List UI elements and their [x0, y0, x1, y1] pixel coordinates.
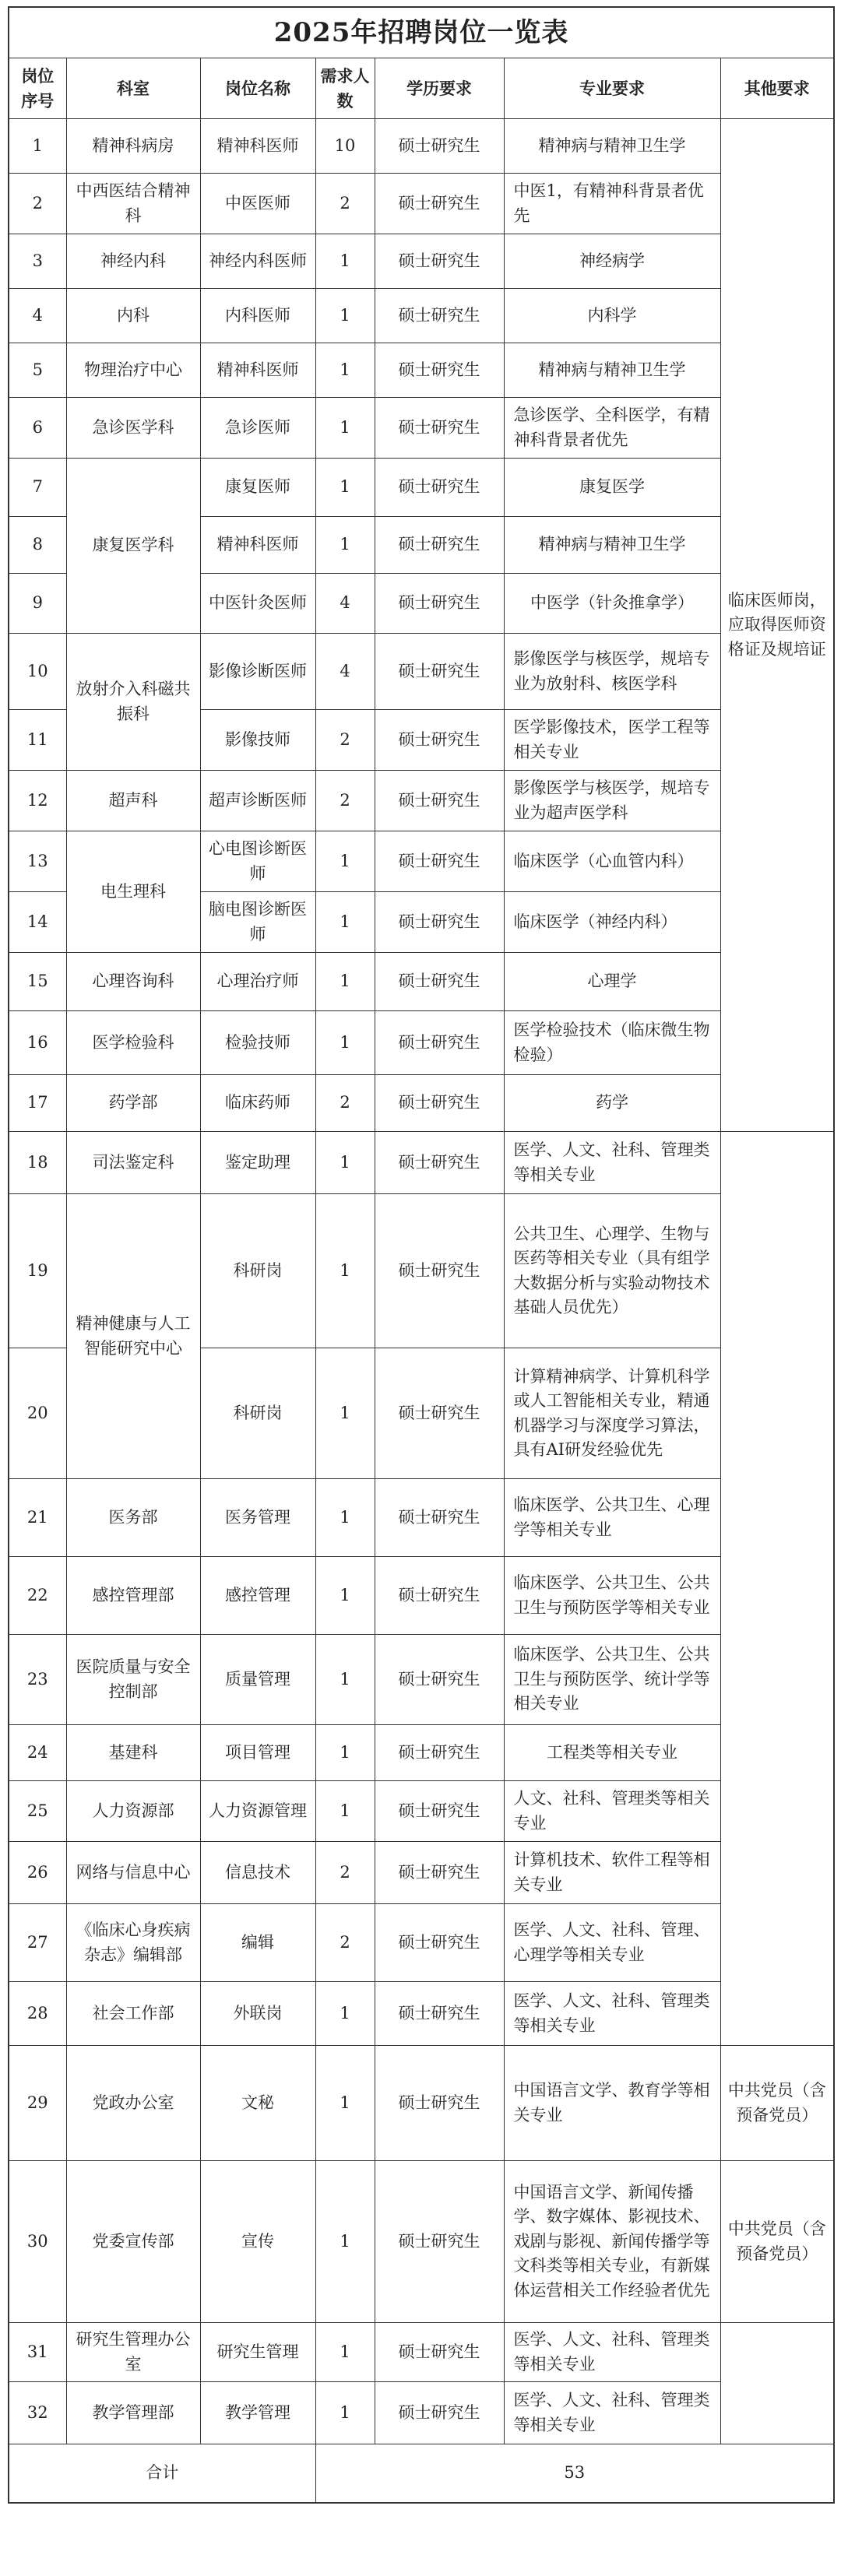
cell-major: 医学检验技术（临床微生物检验） — [504, 1011, 720, 1075]
cell-dept: 感控管理部 — [66, 1557, 200, 1635]
cell-count: 2 — [315, 1075, 375, 1132]
cell-education: 硕士研究生 — [375, 398, 504, 459]
cell-education: 硕士研究生 — [375, 1982, 504, 2046]
cell-education: 硕士研究生 — [375, 1075, 504, 1132]
cell-no: 15 — [9, 953, 66, 1011]
cell-dept: 放射介入科磁共振科 — [66, 634, 200, 771]
cell-dept: 基建科 — [66, 1725, 200, 1781]
cell-major: 医学、人文、社科、管理类等相关专业 — [504, 1132, 720, 1194]
header-department: 科室 — [66, 58, 200, 119]
header-position-no: 岗位序号 — [9, 58, 66, 119]
cell-education: 硕士研究生 — [375, 1635, 504, 1725]
table-row — [9, 831, 834, 892]
header-major: 专业要求 — [504, 58, 720, 119]
cell-education: 硕士研究生 — [375, 174, 504, 234]
cell-position: 影像技师 — [200, 710, 315, 771]
cell-position: 心理治疗师 — [200, 953, 315, 1011]
cell-no: 24 — [9, 1725, 66, 1781]
table-row — [9, 1075, 834, 1132]
cell-count: 1 — [315, 892, 375, 953]
cell-no: 12 — [9, 771, 66, 831]
table-row — [9, 1842, 834, 1904]
cell-education: 硕士研究生 — [375, 2161, 504, 2323]
cell-position: 检验技师 — [200, 1011, 315, 1075]
cell-count: 1 — [315, 343, 375, 398]
cell-dept: 党政办公室 — [66, 2046, 200, 2161]
cell-count: 4 — [315, 634, 375, 710]
cell-education: 硕士研究生 — [375, 892, 504, 953]
table-row — [9, 1781, 834, 1842]
cell-no: 18 — [9, 1132, 66, 1194]
cell-major: 康复医学 — [504, 459, 720, 517]
cell-major: 临床医学、公共卫生、公共卫生与预防医学等相关专业 — [504, 1557, 720, 1635]
cell-no: 25 — [9, 1781, 66, 1842]
table-row — [9, 343, 834, 398]
cell-education: 硕士研究生 — [375, 1194, 504, 1348]
cell-position: 中医针灸医师 — [200, 574, 315, 634]
cell-dept: 医学检验科 — [66, 1011, 200, 1075]
cell-education: 硕士研究生 — [375, 1557, 504, 1635]
cell-dept: 内科 — [66, 289, 200, 343]
cell-education: 硕士研究生 — [375, 2046, 504, 2161]
table-row — [9, 1194, 834, 1348]
cell-count: 1 — [315, 1132, 375, 1194]
cell-position: 感控管理 — [200, 1557, 315, 1635]
table-row — [9, 2323, 834, 2382]
table-row — [9, 398, 834, 459]
cell-other-party: 中共党员（含预备党员） — [720, 2046, 834, 2161]
cell-position: 临床药师 — [200, 1075, 315, 1132]
cell-position: 外联岗 — [200, 1982, 315, 2046]
cell-dept: 党委宣传部 — [66, 2161, 200, 2323]
cell-no: 5 — [9, 343, 66, 398]
cell-no: 23 — [9, 1635, 66, 1725]
table-title: 2025年招聘岗位一览表 — [9, 7, 834, 58]
cell-education: 硕士研究生 — [375, 1781, 504, 1842]
cell-count: 1 — [315, 831, 375, 892]
cell-count: 10 — [315, 119, 375, 174]
cell-major: 精神病与精神卫生学 — [504, 119, 720, 174]
cell-major: 影像医学与核医学，规培专业为放射科、核医学科 — [504, 634, 720, 710]
cell-no: 3 — [9, 234, 66, 289]
cell-no: 10 — [9, 634, 66, 710]
cell-no: 8 — [9, 517, 66, 574]
cell-education: 硕士研究生 — [375, 771, 504, 831]
cell-major: 公共卫生、心理学、生物与医药等相关专业（具有组学大数据分析与实验动物技术基础人员优先） — [504, 1194, 720, 1348]
cell-education: 硕士研究生 — [375, 289, 504, 343]
cell-position: 研究生管理 — [200, 2323, 315, 2382]
cell-count: 1 — [315, 234, 375, 289]
table-row — [9, 1635, 834, 1725]
table-row — [9, 119, 834, 174]
cell-dept: 社会工作部 — [66, 1982, 200, 2046]
cell-dept: 中西医结合精神科 — [66, 174, 200, 234]
cell-no: 32 — [9, 2382, 66, 2444]
cell-no: 29 — [9, 2046, 66, 2161]
cell-position: 精神科医师 — [200, 119, 315, 174]
cell-position: 质量管理 — [200, 1635, 315, 1725]
cell-dept: 神经内科 — [66, 234, 200, 289]
cell-no: 1 — [9, 119, 66, 174]
cell-dept: 教学管理部 — [66, 2382, 200, 2444]
cell-position: 科研岗 — [200, 1348, 315, 1479]
cell-education: 硕士研究生 — [375, 234, 504, 289]
cell-count: 1 — [315, 517, 375, 574]
cell-count: 1 — [315, 2382, 375, 2444]
table-row — [9, 1132, 834, 1194]
cell-no: 7 — [9, 459, 66, 517]
cell-major: 中国语言文学、新闻传播学、数字媒体、影视技术、戏剧与影视、新闻传播学等文科类等相关专业，有新媒体运营相关工作经验者优先 — [504, 2161, 720, 2323]
cell-position: 项目管理 — [200, 1725, 315, 1781]
cell-position: 急诊医师 — [200, 398, 315, 459]
cell-education: 硕士研究生 — [375, 1348, 504, 1479]
table-row — [9, 2382, 834, 2444]
cell-position: 精神科医师 — [200, 517, 315, 574]
cell-position: 编辑 — [200, 1904, 315, 1982]
cell-no: 31 — [9, 2323, 66, 2382]
cell-position: 鉴定助理 — [200, 1132, 315, 1194]
cell-other-empty — [720, 2323, 834, 2444]
cell-major: 人文、社科、管理类等相关专业 — [504, 1781, 720, 1842]
header-count: 需求人数 — [315, 58, 375, 119]
cell-education: 硕士研究生 — [375, 831, 504, 892]
cell-major: 医学影像技术，医学工程等相关专业 — [504, 710, 720, 771]
cell-major: 医学、人文、社科、管理类等相关专业 — [504, 2382, 720, 2444]
cell-education: 硕士研究生 — [375, 459, 504, 517]
table-row — [9, 1904, 834, 1982]
cell-count: 1 — [315, 2161, 375, 2323]
cell-position: 精神科医师 — [200, 343, 315, 398]
table-row — [9, 174, 834, 234]
cell-dept: 物理治疗中心 — [66, 343, 200, 398]
cell-count: 1 — [315, 459, 375, 517]
cell-education: 硕士研究生 — [375, 1725, 504, 1781]
cell-dept: 药学部 — [66, 1075, 200, 1132]
cell-no: 17 — [9, 1075, 66, 1132]
table-row — [9, 1011, 834, 1075]
table-row — [9, 2046, 834, 2161]
cell-dept: 精神健康与人工智能研究中心 — [66, 1194, 200, 1479]
cell-position: 康复医师 — [200, 459, 315, 517]
cell-no: 16 — [9, 1011, 66, 1075]
cell-major: 急诊医学、全科医学，有精神科背景者优先 — [504, 398, 720, 459]
table-row — [9, 2161, 834, 2323]
cell-no: 30 — [9, 2161, 66, 2323]
cell-education: 硕士研究生 — [375, 1842, 504, 1904]
cell-count: 2 — [315, 771, 375, 831]
cell-position: 中医医师 — [200, 174, 315, 234]
cell-position: 影像诊断医师 — [200, 634, 315, 710]
cell-count: 1 — [315, 1982, 375, 2046]
cell-major: 精神病与精神卫生学 — [504, 517, 720, 574]
cell-major: 临床医学（神经内科） — [504, 892, 720, 953]
cell-education: 硕士研究生 — [375, 2382, 504, 2444]
cell-count: 2 — [315, 174, 375, 234]
cell-no: 26 — [9, 1842, 66, 1904]
table-row — [9, 1557, 834, 1635]
cell-position: 心电图诊断医师 — [200, 831, 315, 892]
cell-count: 1 — [315, 1635, 375, 1725]
cell-count: 1 — [315, 1011, 375, 1075]
cell-major: 医学、人文、社科、管理、心理学等相关专业 — [504, 1904, 720, 1982]
cell-no: 19 — [9, 1194, 66, 1348]
cell-education: 硕士研究生 — [375, 343, 504, 398]
header-row — [9, 58, 834, 119]
cell-dept: 医务部 — [66, 1479, 200, 1557]
cell-count: 1 — [315, 1725, 375, 1781]
cell-count: 1 — [315, 2046, 375, 2161]
cell-count: 4 — [315, 574, 375, 634]
cell-count: 1 — [315, 953, 375, 1011]
cell-dept: 网络与信息中心 — [66, 1842, 200, 1904]
table-row — [9, 634, 834, 710]
total-row — [9, 2444, 834, 2504]
cell-no: 6 — [9, 398, 66, 459]
cell-education: 硕士研究生 — [375, 119, 504, 174]
cell-position: 脑电图诊断医师 — [200, 892, 315, 953]
cell-major: 中医学（针灸推拿学） — [504, 574, 720, 634]
table-row — [9, 234, 834, 289]
cell-count: 1 — [315, 398, 375, 459]
cell-no: 28 — [9, 1982, 66, 2046]
cell-major: 计算机技术、软件工程等相关专业 — [504, 1842, 720, 1904]
table-row — [9, 289, 834, 343]
cell-major: 内科学 — [504, 289, 720, 343]
cell-education: 硕士研究生 — [375, 634, 504, 710]
cell-dept: 研究生管理办公室 — [66, 2323, 200, 2382]
cell-dept: 《临床心身疾病杂志》编辑部 — [66, 1904, 200, 1982]
cell-major: 神经病学 — [504, 234, 720, 289]
cell-major: 影像医学与核医学，规培专业为超声医学科 — [504, 771, 720, 831]
total-value: 53 — [315, 2444, 834, 2504]
cell-dept: 精神科病房 — [66, 119, 200, 174]
cell-major: 临床医学、公共卫生、公共卫生与预防医学、统计学等相关专业 — [504, 1635, 720, 1725]
cell-major: 药学 — [504, 1075, 720, 1132]
table-row — [9, 1725, 834, 1781]
cell-major: 临床医学（心血管内科） — [504, 831, 720, 892]
cell-education: 硕士研究生 — [375, 710, 504, 771]
cell-education: 硕士研究生 — [375, 1479, 504, 1557]
table-row — [9, 1479, 834, 1557]
cell-position: 内科医师 — [200, 289, 315, 343]
cell-position: 超声诊断医师 — [200, 771, 315, 831]
table-row — [9, 953, 834, 1011]
table-row — [9, 771, 834, 831]
header-education: 学历要求 — [375, 58, 504, 119]
cell-position: 教学管理 — [200, 2382, 315, 2444]
cell-major: 中国语言文学、教育学等相关专业 — [504, 2046, 720, 2161]
cell-dept: 人力资源部 — [66, 1781, 200, 1842]
cell-count: 2 — [315, 710, 375, 771]
cell-no: 20 — [9, 1348, 66, 1479]
cell-count: 2 — [315, 1904, 375, 1982]
cell-major: 医学、人文、社科、管理类等相关专业 — [504, 2323, 720, 2382]
cell-position: 人力资源管理 — [200, 1781, 315, 1842]
cell-count: 2 — [315, 1842, 375, 1904]
cell-position: 科研岗 — [200, 1194, 315, 1348]
cell-dept: 医院质量与安全控制部 — [66, 1635, 200, 1725]
header-other: 其他要求 — [720, 58, 834, 119]
table-row — [9, 1982, 834, 2046]
cell-count: 1 — [315, 289, 375, 343]
cell-dept: 急诊医学科 — [66, 398, 200, 459]
cell-education: 硕士研究生 — [375, 574, 504, 634]
cell-dept: 司法鉴定科 — [66, 1132, 200, 1194]
cell-major: 精神病与精神卫生学 — [504, 343, 720, 398]
cell-no: 14 — [9, 892, 66, 953]
cell-education: 硕士研究生 — [375, 1011, 504, 1075]
cell-dept: 超声科 — [66, 771, 200, 831]
recruitment-table — [8, 6, 835, 2504]
cell-other-clinical: 临床医师岗，应取得医师资格证及规培证 — [720, 119, 834, 1132]
table-row — [9, 459, 834, 517]
cell-major: 中医1，有精神科背景者优先 — [504, 174, 720, 234]
cell-count: 1 — [315, 1557, 375, 1635]
cell-position: 神经内科医师 — [200, 234, 315, 289]
cell-major: 心理学 — [504, 953, 720, 1011]
cell-other-party: 中共党员（含预备党员） — [720, 2161, 834, 2323]
cell-dept: 康复医学科 — [66, 459, 200, 634]
cell-no: 4 — [9, 289, 66, 343]
cell-education: 硕士研究生 — [375, 2323, 504, 2382]
cell-major: 临床医学、公共卫生、心理学等相关专业 — [504, 1479, 720, 1557]
cell-dept: 电生理科 — [66, 831, 200, 953]
cell-no: 13 — [9, 831, 66, 892]
cell-other-empty — [720, 1132, 834, 2046]
cell-education: 硕士研究生 — [375, 1132, 504, 1194]
header-position-name: 岗位名称 — [200, 58, 315, 119]
cell-no: 27 — [9, 1904, 66, 1982]
cell-count: 1 — [315, 2323, 375, 2382]
cell-position: 文秘 — [200, 2046, 315, 2161]
cell-count: 1 — [315, 1781, 375, 1842]
cell-education: 硕士研究生 — [375, 953, 504, 1011]
cell-major: 计算精神病学、计算机科学或人工智能相关专业，精通机器学习与深度学习算法，具有AI研发经验优先 — [504, 1348, 720, 1479]
cell-position: 信息技术 — [200, 1842, 315, 1904]
cell-major: 医学、人文、社科、管理类等相关专业 — [504, 1982, 720, 2046]
cell-position: 医务管理 — [200, 1479, 315, 1557]
cell-no: 2 — [9, 174, 66, 234]
cell-no: 21 — [9, 1479, 66, 1557]
cell-count: 1 — [315, 1479, 375, 1557]
cell-dept: 心理咨询科 — [66, 953, 200, 1011]
cell-no: 22 — [9, 1557, 66, 1635]
cell-education: 硕士研究生 — [375, 1904, 504, 1982]
cell-education: 硕士研究生 — [375, 517, 504, 574]
cell-no: 9 — [9, 574, 66, 634]
cell-count: 1 — [315, 1194, 375, 1348]
cell-position: 宣传 — [200, 2161, 315, 2323]
cell-major: 工程类等相关专业 — [504, 1725, 720, 1781]
cell-count: 1 — [315, 1348, 375, 1479]
total-label: 合计 — [9, 2444, 315, 2504]
cell-no: 11 — [9, 710, 66, 771]
